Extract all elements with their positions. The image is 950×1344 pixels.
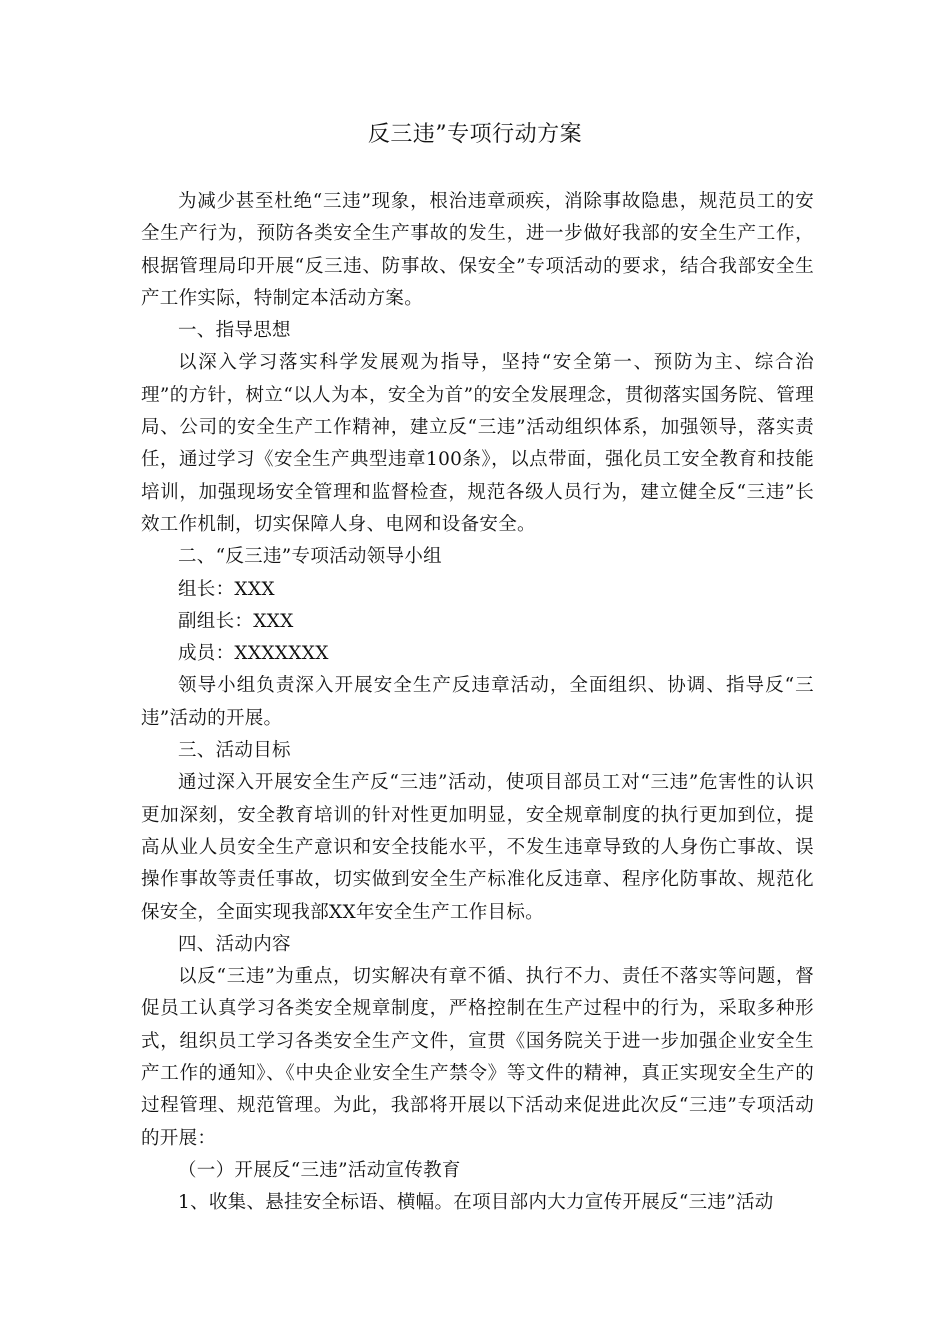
intro-paragraph: 为减少甚至杜绝“三违”现象，根治违章顽疾，消除事故隐患，规范员工的安全生产行为，预防各类安全生产事故的发生，进一步做好我部的安全生产工作，根据管理局印开展“反三违、防事故、保安全”专项活动的要求，结合我部安全生产工作实际，特制定本活动方案。 (141, 191, 814, 309)
guiding-thought-paragraph: 以深入学习落实科学发展观为指导，坚持“安全第一、预防为主、综合治理”的方针，树立“以人为本，安全为首”的安全发展理念，贯彻落实国务院、管理局、公司的安全生产工作精神，建立反“三违”活动组织体系，加强领导，落实责任，通过学习《安全生产典型违章100条》，以点带面，强化员工安全教育和技能培训，加强现场安全管理和监督检查，规范各级人员行为，建立健全反“三违”长效工作机制，切实保障人身、电网和设备安全。 (141, 352, 814, 535)
section-heading-leadership-group: 二、“反三违”专项活动领导小组 (178, 546, 442, 568)
members-line: 成员：XXXXXXX (178, 643, 329, 665)
goals-paragraph: 通过深入开展安全生产反“三违”活动，使项目部员工对“三违”危害性的认识更加深刻，安全教育培训的针对性更加明显，安全规章制度的执行更加到位，提高从业人员安全生产意识和安全技能水平，不发生违章导致的人身伤亡事故、误操作事故等责任事故，切实做到安全生产标准化反违章、程序化防事故、规范化保安全，全面实现我部XX年安全生产工作目标。 (141, 772, 814, 923)
publicity-item-1: 1、收集、悬挂安全标语、横幅。在项目部内大力宣传开展反“三违”活动 (178, 1192, 774, 1214)
deputy-leader-line: 副组长：XXX (178, 610, 294, 632)
section-heading-guiding-thought: 一、指导思想 (178, 320, 291, 342)
content-paragraph: 以反“三违”为重点，切实解决有章不循、执行不力、责任不落实等问题，督促员工认真学习各类安全规章制度，严格控制在生产过程中的行为，采取多种形式，组织员工学习各类安全生产文件，宣贯《国务院关于进一步加强企业安全生产工作的通知》、《中央企业安全生产禁令》等文件的精神，真正实现安全生产的过程管理、规范管理。为此，我部将开展以下活动来促进此次反“三违”专项活动的开展： (141, 966, 814, 1149)
section-heading-content: 四、活动内容 (178, 933, 291, 955)
section-heading-goals: 三、活动目标 (178, 740, 291, 762)
group-leader-line: 组长：XXX (178, 578, 275, 600)
document-body (141, 186, 814, 1220)
document-title: 反三违”专项行动方案 (367, 122, 583, 147)
subsection-heading-publicity: （一）开展反“三违”活动宣传教育 (178, 1159, 461, 1181)
leadership-duty-paragraph: 领导小组负责深入开展安全生产反违章活动，全面组织、协调、指导反“三违”活动的开展。 (141, 675, 814, 729)
